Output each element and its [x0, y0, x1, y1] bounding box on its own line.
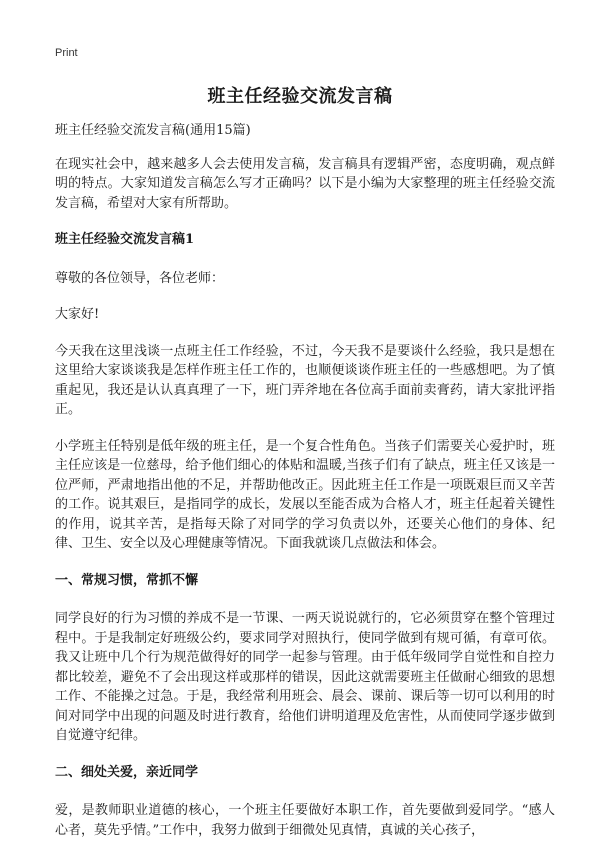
subheading-care: 二、细处关爱，亲近同学: [55, 764, 199, 780]
hello-paragraph: 大家好!: [55, 307, 100, 322]
subheading-habits: 一、常规习惯，常抓不懈: [55, 572, 199, 588]
document-body: [55, 121, 555, 857]
body-paragraph-4: 爱，是教师职业道德的核心，一个班主任要做好本职工作，首先要做到爱同学。“感人心者，莫先乎情。”工作中，我努力做到于细微处见真情，真诚的关心孩子，: [55, 803, 555, 838]
section-heading-1: 班主任经验交流发言稿1: [55, 232, 195, 247]
print-link[interactable]: Print: [55, 47, 78, 59]
greeting-paragraph: 尊敬的各位领导，各位老师：: [55, 270, 225, 286]
page-title: 班主任经验交流发言稿: [207, 86, 393, 107]
body-paragraph-2: 小学班主任特别是低年级的班主任，是一个复合性角色。当孩子们需要关心爱护时，班主任应该是一位慈母，给予他们细心的体贴和温暖,当孩子们有了缺点，班主任又该是一位严师，严肃地指出他的不足，并帮助他改正。因此班主任工作是一项既艰巨而又辛苦的工作。说其艰巨，是指同学的成长，发展以至能否成为合格人才，班主任起着关键性的作用，说其辛苦，是指每天除了对同学的学习负责以外，还要关心他们的身体、纪律、卫生、安全以及心理健康等情况。下面我就谈几点做法和体会。: [55, 438, 555, 551]
body-paragraph-1: 今天我在这里浅谈一点班主任工作经验，不过，今天我不是要谈什么经验，我只是想在这里给大家谈谈我是怎样作班主任工作的，也顺便谈谈作班主任的一些感想吧。为了慎重起见，我还是认认真真理了一下，班门弄斧地在各位高手面前卖膏药，请大家批评指正。: [55, 343, 555, 417]
intro-paragraph: 在现实社会中，越来越多人会去使用发言稿，发言稿具有逻辑严密，态度明确，观点鲜明的特点。大家知道发言稿怎么写才正确吗？以下是小编为大家整理的班主任经验交流发言稿，希望对大家有所帮助。: [55, 156, 555, 211]
document-subtitle: 班主任经验交流发言稿(通用15篇): [55, 123, 251, 138]
body-paragraph-3: 同学良好的行为习惯的养成不是一节课、一两天说说就行的，它必须贯穿在整个管理过程中。于是我制定好班级公约，要求同学对照执行，使同学做到有规可循，有章可依。我又让班中几个行为规范做得好的同学一起参与管理。由于低年级同学自觉性和自控力都比较差，避免不了会出现这样或那样的错误，因此这就需要班主任做耐心细致的思想工作、不能操之过急。于是，我经常利用班会、晨会、课前、课后等一切可以利用的时间对同学中出现的问题及时进行教育，给他们讲明道理及危害性，从而使同学逐步做到自觉遵守纪律。: [55, 611, 555, 743]
